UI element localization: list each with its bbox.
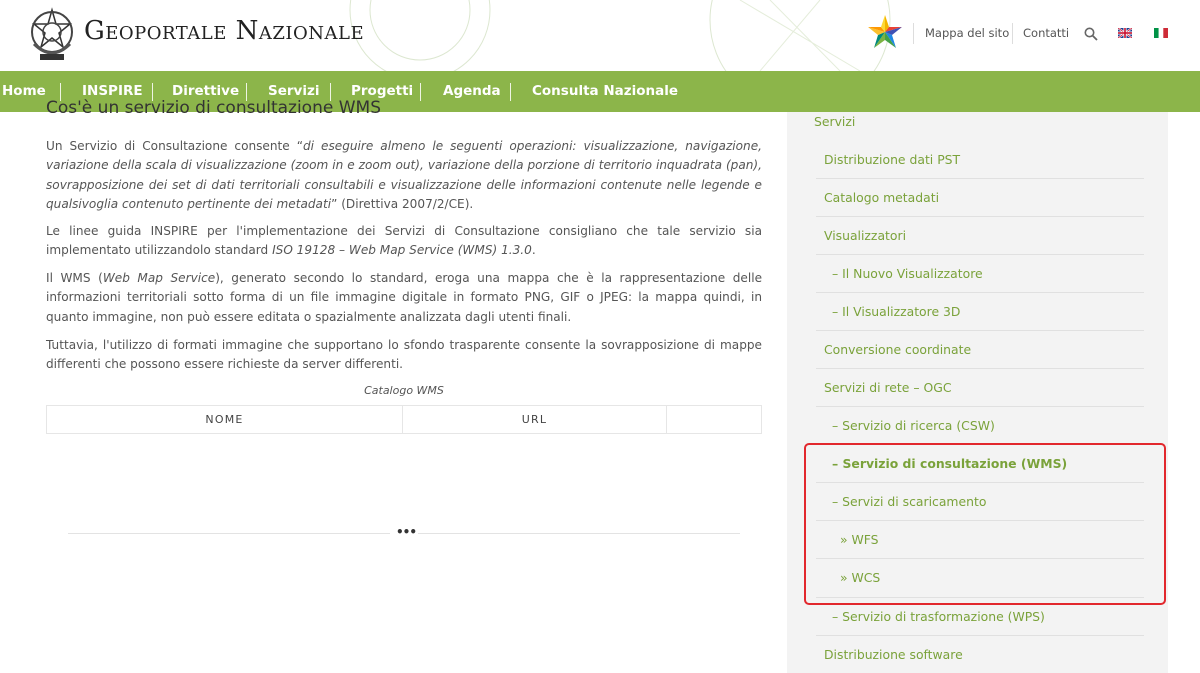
italy-flag-icon[interactable]	[1154, 28, 1168, 38]
section-divider-right	[418, 533, 740, 534]
nav-item-agenda[interactable]: Agenda	[443, 83, 501, 99]
sidebar-divider	[816, 406, 1144, 407]
section-divider-left	[68, 533, 390, 534]
page-heading: Cos'è un servizio di consultazione WMS	[46, 98, 381, 118]
globe-background-graphic	[300, 0, 920, 71]
quoted-definition: di eseguire almeno le seguenti operazioni: visualizzazione, navigazione, variazione della scala di visualizzazione (zoom in e zoom out), variazione della porzione di territorio inquadrata (pan), sovrapposizione dei set di dati territoriali consultabili e visualizzazione delle informazioni contenute nelle legende e qualsivoglia contenuto pertinente dei metadati	[46, 139, 762, 211]
sidebar-divider	[816, 178, 1144, 179]
highlight-annotation-box	[804, 443, 1166, 605]
contacts-link[interactable]: Contatti	[1023, 26, 1070, 40]
sidebar-divider	[816, 254, 1144, 255]
paragraph-text: ), generato secondo lo standard, eroga una mappa che è la rappresentazione delle informazioni territoriali sotto forma di un file immagine digitale in formato PNG, GIF o JPEG: la mappa quindi, in quanto immagine, non può essere editata o spazialmente analizzata dagli utenti finali.	[46, 271, 763, 324]
sidebar-item-servizi-scaricamento[interactable]: – Servizi di scaricamento	[832, 494, 987, 509]
header-separator	[1012, 23, 1013, 44]
paragraph-text: Le linee guida INSPIRE per l'implementazione dei Servizi di Consultazione consigliano che tale servizio sia implementato utilizzandolo standard	[46, 224, 762, 258]
nav-item-inspire[interactable]: INSPIRE	[82, 83, 143, 99]
sidebar-item-servizio-trasformazione-wps[interactable]: – Servizio di trasformazione (WPS)	[832, 609, 1045, 624]
sidebar-divider	[816, 292, 1144, 293]
table-header-url[interactable]: URL	[521, 413, 548, 426]
sidebar-item-distribuzione-software[interactable]: Distribuzione software	[824, 647, 963, 662]
site-title[interactable]: Geoportale Nazionale	[84, 16, 365, 46]
standard-name: ISO 19128 – Web Map Service (WMS) 1.3.0	[272, 243, 532, 258]
sidebar-divider	[816, 330, 1144, 331]
paragraph-text: Un Servizio di Consultazione consente “	[46, 139, 303, 153]
sidebar-item-nuovo-visualizzatore[interactable]: – Il Nuovo Visualizzatore	[832, 266, 983, 281]
paragraph-definition	[46, 137, 762, 214]
nav-item-servizi[interactable]: Servizi	[268, 83, 320, 99]
sidebar-divider	[816, 635, 1144, 636]
paragraph-text: ” (Direttiva 2007/2/CE).	[331, 196, 474, 211]
nav-item-direttive[interactable]: Direttive	[172, 83, 240, 99]
sidebar-item-servizi-di-rete-ogc[interactable]: Servizi di rete – OGC	[824, 380, 952, 395]
paragraph-wms-description	[46, 269, 762, 327]
sitemap-link[interactable]: Mappa del sito	[925, 26, 1010, 40]
paragraph-transparency: Tuttavia, l'utilizzo di formati immagine che supportano lo sfondo trasparente consente la sovrapposizione di mappe differenti che possono essere richieste da server differenti.	[46, 338, 762, 372]
sidebar-item-visualizzatori[interactable]: Visualizzatori	[824, 228, 907, 243]
nav-item-consulta-nazionale[interactable]: Consulta Nazionale	[532, 83, 679, 99]
sidebar-divider	[816, 368, 1144, 369]
paragraph-text: .	[531, 243, 536, 258]
header-separator	[913, 23, 914, 44]
nav-separator	[420, 83, 421, 101]
sidebar-item-catalogo-metadati[interactable]: Catalogo metadati	[824, 190, 940, 205]
colored-star-logo	[867, 14, 903, 50]
sidebar-item-visualizzatore-3d[interactable]: – Il Visualizzatore 3D	[832, 304, 961, 319]
search-icon[interactable]	[1084, 27, 1098, 41]
sidebar-item-servizi[interactable]: Servizi	[814, 114, 856, 129]
nav-item-home[interactable]: Home	[2, 83, 46, 99]
sidebar-item-conversione-coordinate[interactable]: Conversione coordinate	[824, 342, 972, 357]
table-caption: Catalogo WMS	[364, 384, 444, 397]
divider-dots-icon: •••	[396, 525, 417, 539]
sidebar-divider	[816, 216, 1144, 217]
wms-catalog-table	[46, 405, 762, 434]
site-header	[0, 0, 1200, 71]
sidebar-item-wcs[interactable]: » WCS	[840, 570, 881, 585]
sidebar-item-servizio-consultazione-wms[interactable]: – Servizio di consultazione (WMS)	[832, 456, 1068, 471]
italian-republic-emblem	[26, 4, 78, 64]
sidebar-item-distribuzione-dati-pst[interactable]: Distribuzione dati PST	[824, 152, 961, 167]
sidebar-item-servizio-ricerca-csw[interactable]: – Servizio di ricerca (CSW)	[832, 418, 995, 433]
table-header-nome[interactable]: NOME	[205, 413, 244, 426]
nav-item-progetti[interactable]: Progetti	[351, 83, 414, 99]
table-header-extra	[667, 406, 761, 434]
paragraph-guidelines	[46, 222, 762, 261]
wms-term: Web Map Service	[102, 271, 216, 285]
nav-separator	[510, 83, 511, 101]
sidebar-item-wfs[interactable]: » WFS	[840, 532, 879, 547]
uk-flag-icon[interactable]	[1118, 28, 1132, 38]
paragraph-text: Il WMS (	[46, 271, 103, 285]
